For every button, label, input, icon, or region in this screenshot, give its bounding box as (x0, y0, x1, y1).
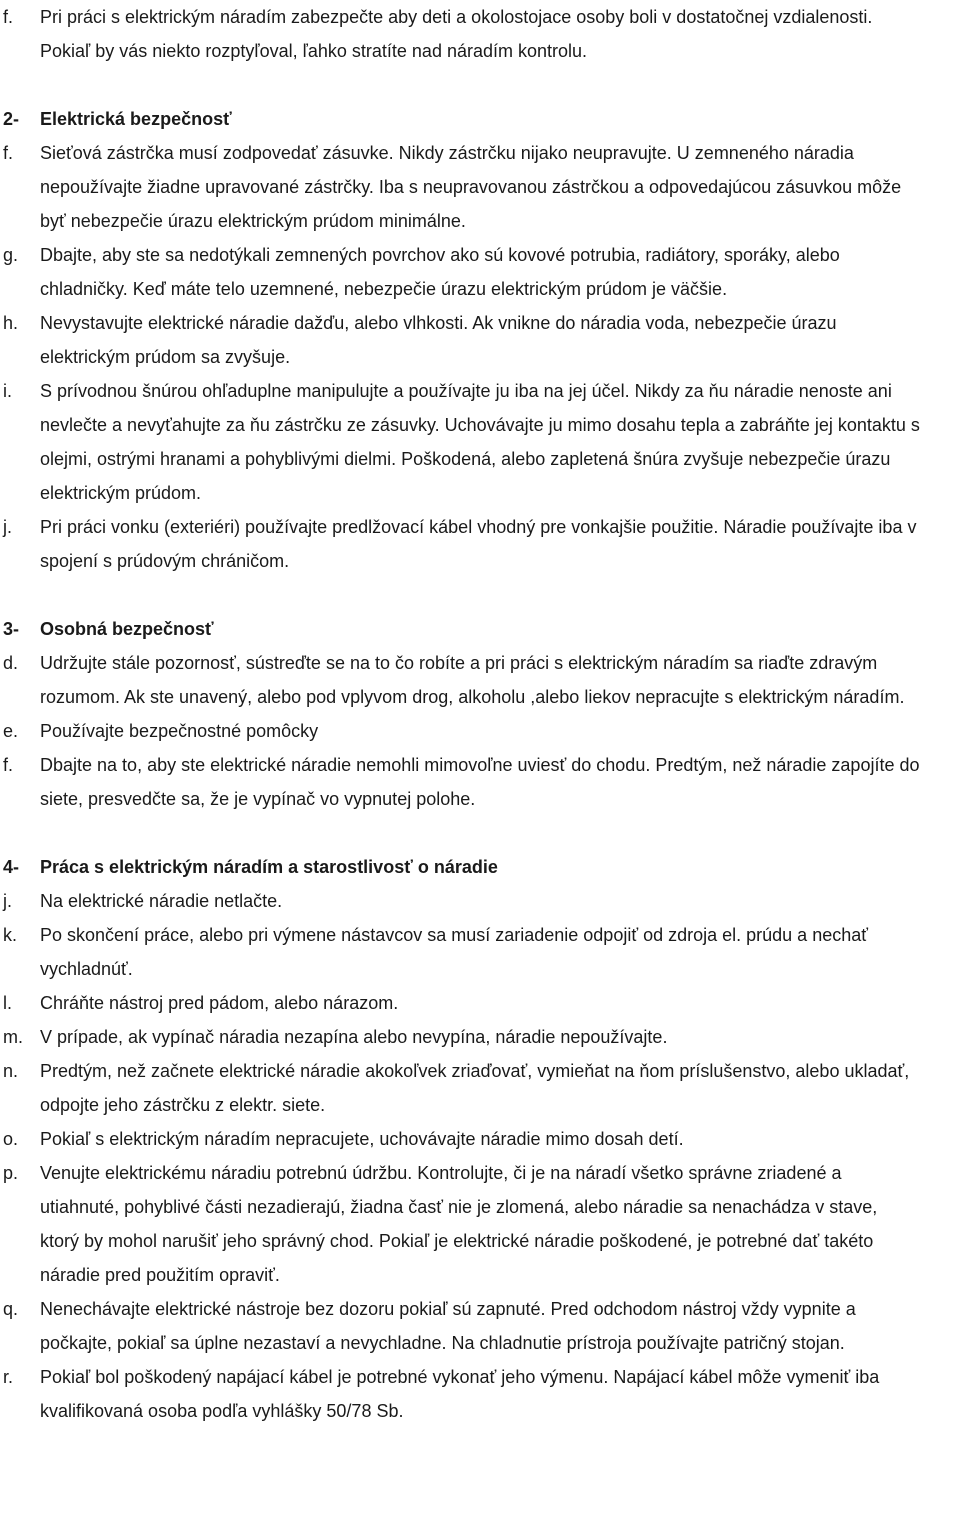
list-item-text: Pokiaľ bol poškodený napájací kábel je potrebné vykonať jeho výmenu. Napájací kábel môže vymeniť iba kvalifikovaná osoba podľa vyhlášky 50/78 Sb. (40, 1367, 880, 1421)
list-item-label: f. (3, 755, 14, 775)
list-item-text: V prípade, ak vypínač náradia nezapína alebo nevypína, náradie nepoužívajte. (40, 1027, 668, 1047)
list-item-label: f. (3, 143, 14, 163)
list-item (0, 1360, 920, 1428)
list-item (0, 374, 920, 510)
list-item-text: Po skončení práce, alebo pri výmene nástavcov sa musí zariadenie odpojiť od zdroja el. prúdu a nechať vychladnúť. (40, 925, 868, 979)
list-item-text: Na elektrické náradie netlačte. (40, 891, 283, 911)
section-number: 4- (3, 857, 20, 877)
list-item (0, 0, 920, 68)
list-item-label: d. (3, 653, 19, 673)
list-item (0, 1292, 920, 1360)
section-heading (0, 850, 920, 884)
list-item-label: h. (3, 313, 19, 333)
section-number: 2- (3, 109, 20, 129)
list-item (0, 918, 920, 986)
list-item-label: i. (3, 381, 12, 401)
list-item-label: g. (3, 245, 19, 265)
list-item-label: r. (3, 1367, 14, 1387)
spacer (0, 68, 960, 102)
spacer (0, 816, 960, 850)
section-heading (0, 102, 920, 136)
list-item (0, 136, 920, 238)
list-item-label: j. (3, 517, 12, 537)
list-item-text: Sieťová zástrčka musí zodpovedať zásuvke. Nikdy zástrčku nijako neupravujte. U zemneného náradia nepoužívajte žiadne upravované zástrčky. Iba s neupravovanou zástrčkou a odpovedajúcou zásuvkou môže byť nebezpečie úrazu elektrickým prúdom minimálne. (40, 143, 902, 231)
list-item (0, 748, 920, 816)
list-item-label: e. (3, 721, 19, 741)
list-item (0, 884, 920, 918)
section-heading (0, 612, 920, 646)
list-item-text: Pri práci s elektrickým náradím zabezpečte aby deti a okolostojace osoby boli v dostatočnej vzdialenosti. Pokiaľ by vás niekto rozptyľoval, ľahko stratíte nad náradím kontrolu. (40, 7, 873, 61)
list-item-text: Predtým, než začnete elektrické náradie akokoľvek zriaďovať, vymieňat na ňom príslušenstvo, alebo ukladať, odpojte jeho zástrčku z elektr. siete. (40, 1061, 910, 1115)
list-item-label: l. (3, 993, 12, 1013)
list-item (0, 510, 920, 578)
list-item-text: Nevystavujte elektrické náradie dažďu, alebo vlhkosti. Ak vnikne do náradia voda, nebezpečie úrazu elektrickým prúdom sa zvyšuje. (40, 313, 837, 367)
list-item-label: m. (3, 1027, 23, 1047)
list-item-text: S prívodnou šnúrou ohľaduplne manipulujte a používajte ju iba na jej účel. Nikdy za ňu náradie nenoste ani nevlečte a nevyťahujte za ňu zástrčku ze zásuvky. Uchovávajte ju mimo dosahu tepla a zabráňte jej kontaktu s olejmi, ostrými hranami a pohyblivými dielmi. Poškodená, alebo zapletená šnúra zvyšuje nebezpečie úrazu elektrickým prúdom. (40, 381, 920, 503)
list-item (0, 986, 920, 1020)
list-item-text: Pokiaľ s elektrickým náradím nepracujete, uchovávajte náradie mimo dosah detí. (40, 1129, 684, 1149)
list-item (0, 306, 920, 374)
list-item-text: Chráňte nástroj pred pádom, alebo nárazom. (40, 993, 399, 1013)
list-item-label: f. (3, 7, 14, 27)
list-item-label: k. (3, 925, 18, 945)
section-number: 3- (3, 619, 20, 639)
list-item-text: Dbajte, aby ste sa nedotýkali zemnených povrchov ako sú kovové potrubia, radiátory, sporáky, alebo chladničky. Keď máte telo uzemnené, nebezpečie úrazu elektrickým prúdom je väčšie. (40, 245, 840, 299)
list-item (0, 1054, 920, 1122)
list-item (0, 646, 920, 714)
list-item (0, 238, 920, 306)
list-item-text: Udržujte stále pozornosť, sústreďte se na to čo robíte a pri práci s elektrickým náradím sa riaďte zdravým rozumom. Ak ste unavený, alebo pod vplyvom drog, alkoholu ,alebo liekov nepracujte s elektrickým náradím. (40, 653, 905, 707)
list-item-label: n. (3, 1061, 19, 1081)
list-item-label: q. (3, 1299, 19, 1319)
list-item (0, 1156, 920, 1292)
list-item-text: Venujte elektrickému náradiu potrebnú údržbu. Kontrolujte, či je na náradí všetko správne zriadené a utiahnuté, pohyblivé části nezadierajú, žiadna časť nie je zlomená, alebo náradie sa nenachádza v stave, ktorý by mohol narušiť jeho správný chod. Pokiaľ je elektrické náradie poškodené, je potrebné dať takéto náradie pred použitím opraviť. (40, 1163, 878, 1285)
list-item (0, 1122, 920, 1156)
list-item (0, 714, 920, 748)
section-title: Práca s elektrickým náradím a starostlivosť o náradie (40, 857, 498, 877)
list-item-text: Pri práci vonku (exteriéri) používajte predlžovací kábel vhodný pre vonkajšie použitie. Náradie používajte iba v spojení s prúdovým chráničom. (40, 517, 917, 571)
list-item-label: o. (3, 1129, 19, 1149)
list-item-label: p. (3, 1163, 19, 1183)
list-item-text: Dbajte na to, aby ste elektrické náradie nemohli mimovoľne uviesť do chodu. Predtým, než náradie zapojíte do siete, presvedčte sa, že je vypínač vo vypnutej polohe. (40, 755, 920, 809)
list-item-label: j. (3, 891, 12, 911)
list-item (0, 1020, 920, 1054)
section-title: Osobná bezpečnosť (40, 619, 214, 639)
list-item-text: Nenechávajte elektrické nástroje bez dozoru pokiaľ sú zapnuté. Pred odchodom nástroj vždy vypnite a počkajte, pokiaľ sa úplne nezastaví a nevychladne. Na chladnutie prístroja používajte patričný stojan. (40, 1299, 856, 1353)
list-item-text: Používajte bezpečnostné pomôcky (40, 721, 319, 741)
spacer (0, 578, 960, 612)
section-title: Elektrická bezpečnosť (40, 109, 232, 129)
